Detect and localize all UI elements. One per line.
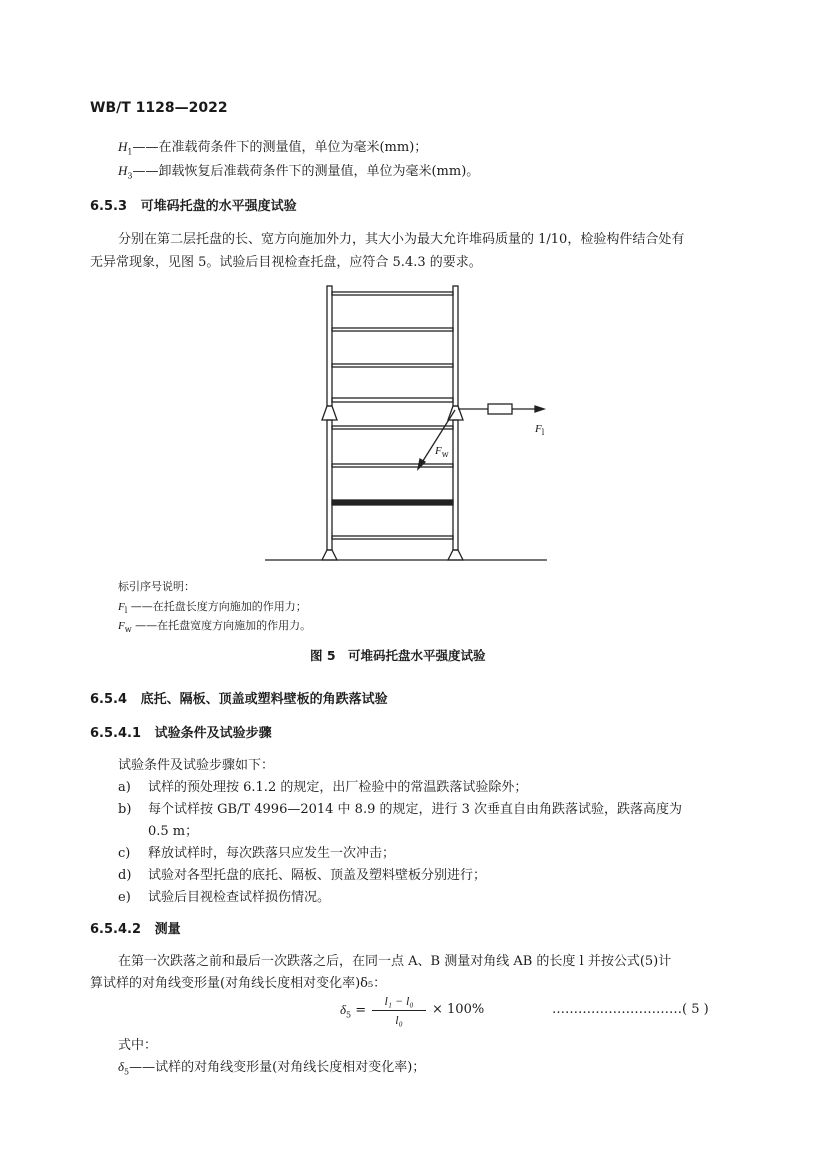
symbol-subscript: w — [441, 450, 449, 460]
section-number: 6.5.4 — [90, 692, 128, 707]
doc-code-header: WB/T 1128—2022 — [90, 100, 228, 116]
legend-text: ——在托盘宽度方向施加的作用力。 — [135, 619, 312, 632]
left-foot — [322, 550, 337, 560]
lower-right-post — [453, 420, 458, 550]
figure-label-fw — [435, 444, 449, 459]
paragraph-653-line2: 无异常现象，见图 5。试验后目视检查托盘，应符合 5.4.3 的要求。 — [90, 255, 482, 270]
list-item-e — [118, 886, 330, 905]
list-marker: a) — [118, 780, 131, 795]
list-text: 试验对各型托盘的底托、隔板、顶盖及塑料壁板分别进行； — [148, 868, 487, 883]
shelf — [332, 426, 453, 429]
symbol: F — [118, 620, 125, 632]
list-text: 试验后目视检查试样损伤情况。 — [148, 890, 331, 905]
list-text: 试样的预处理按 6.1.2 的规定，出厂检验中的常温跌落试验除外； — [148, 780, 528, 795]
symbol-subscript: l — [541, 428, 545, 438]
section-number: 6.5.4.1 — [90, 726, 141, 741]
list-item-b-continuation: 0.5 m； — [148, 824, 199, 839]
shelf — [332, 536, 453, 539]
symbol: H — [118, 139, 128, 154]
list-item-b — [118, 798, 682, 817]
section-title: 可堆码托盘的水平强度试验 — [140, 199, 297, 214]
section-number: 6.5.4.2 — [90, 922, 141, 937]
paragraph-653-line1: 分别在第二层托盘的长、宽方向施加外力，其大小为最大允许堆码质量的 1/10，检验构件结合处有 — [118, 232, 685, 247]
symbol: F — [118, 601, 125, 613]
paragraph-6542-line1: 在第一次跌落之前和最后一次跌落之后，在同一点 A、B 测量对角线 AB 的长度 l 并按公式(5)计 — [118, 954, 672, 969]
symbol: δ — [340, 1002, 347, 1017]
shelf — [332, 464, 453, 467]
definition-delta5 — [118, 1056, 425, 1077]
symbol-subscript: 3 — [127, 171, 133, 181]
upper-right-post — [453, 286, 458, 406]
formula-fraction — [372, 993, 426, 1028]
list-marker: d) — [118, 868, 132, 883]
force-fl-actuator — [488, 404, 512, 414]
paragraph-6542-line2: 算试样的对角线变形量(对角线长度相对变化率)δ₅： — [90, 976, 387, 991]
legend-item-fl — [118, 598, 307, 615]
section-title: 测量 — [154, 922, 181, 937]
section-title: 底托、隔板、顶盖或塑料壁板的角跌落试验 — [140, 692, 388, 707]
legend-text: ——在托盘长度方向施加的作用力； — [130, 600, 307, 613]
symbol: F — [535, 423, 542, 435]
symbol: δ — [118, 1059, 125, 1074]
formula-denominator: l₀ — [395, 1013, 403, 1027]
formula-lhs: $\delta_5$ = — [340, 1002, 367, 1020]
figure-label-fl — [535, 422, 544, 437]
force-fl-arrowhead — [535, 406, 544, 412]
list-marker: b) — [118, 802, 132, 817]
fraction-bar — [372, 1010, 426, 1011]
legend-title: 标引序号说明： — [118, 580, 195, 593]
symbol-subscript: 5 — [346, 1010, 352, 1020]
shelf — [332, 292, 453, 295]
definition-text: ——卸载恢复后准载荷条件下的测量值，单位为毫米(mm)。 — [132, 164, 480, 179]
list-item-d — [118, 864, 486, 883]
shelf — [332, 364, 453, 367]
definition-text: ——在准载荷条件下的测量值，单位为毫米(mm)； — [132, 140, 428, 155]
list-marker: c) — [118, 846, 131, 861]
upper-left-post — [327, 286, 332, 406]
left-connector — [322, 406, 337, 420]
shelf — [332, 500, 453, 505]
list-text: 释放试样时，每次跌落只应发生一次冲击； — [148, 846, 396, 861]
symbol: F — [435, 445, 442, 457]
legend-item-fw — [118, 617, 311, 634]
symbol-subscript: l — [124, 606, 128, 616]
section-heading-6541 — [90, 722, 272, 741]
definition-text: ——试样的对角线变形量(对角线长度相对变化率)； — [129, 1060, 426, 1075]
list-marker: e) — [118, 890, 131, 905]
list-intro: 试验条件及试验步骤如下： — [118, 758, 275, 773]
where-label: 式中： — [118, 1038, 158, 1053]
formula-numerator: l₁ − l₀ — [384, 994, 414, 1008]
shelf — [332, 398, 453, 402]
section-heading-6542 — [90, 918, 181, 937]
section-title: 试验条件及试验步骤 — [154, 726, 272, 741]
formula-number: …………………………( 5 ) — [552, 1002, 709, 1017]
section-heading-654 — [90, 688, 388, 707]
symbol: H — [118, 163, 128, 178]
symbol-subscript: 5 — [124, 1067, 130, 1077]
section-number: 6.5.3 — [90, 199, 128, 214]
list-item-a — [118, 776, 527, 795]
right-foot — [448, 550, 463, 560]
list-text: 每个试样按 GB/T 4996—2014 中 8.9 的规定，进行 3 次垂直自由角跌落试验，跌落高度为 — [148, 802, 683, 817]
symbol-subscript: w — [124, 625, 132, 635]
symbol-subscript: 1 — [127, 147, 133, 157]
lower-left-post — [327, 420, 332, 550]
shelf — [332, 328, 453, 331]
list-item-c — [118, 842, 395, 861]
figure-caption: 图 5 可堆码托盘水平强度试验 — [310, 648, 486, 663]
formula-multiplier: × 100% — [432, 1002, 485, 1017]
